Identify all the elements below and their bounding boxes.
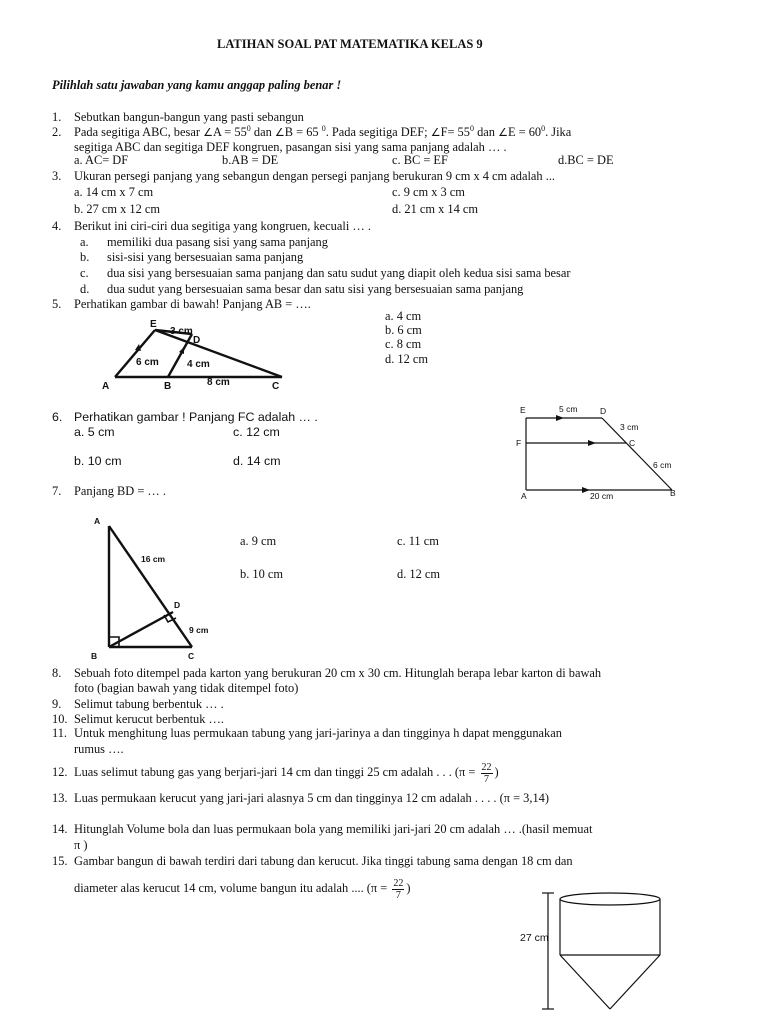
q6-option-a: a. 5 cm <box>74 425 115 439</box>
label-C: C <box>188 651 195 661</box>
q7-option-a: a. 9 cm <box>240 534 277 548</box>
len-EB: 6 cm <box>136 357 159 368</box>
q5-option-d: d. 12 cm <box>385 352 429 366</box>
q5-option-b: b. 6 cm <box>385 323 422 337</box>
parallel-arrow-icon <box>179 347 184 354</box>
fraction: $\frac{22}{7}$ <box>393 877 404 901</box>
len-AB: 20 cm <box>590 491 614 500</box>
label-B: B <box>164 381 172 392</box>
question-8-line2: foto (bagian bawah yang tidak ditempel foto) <box>74 681 299 695</box>
question-14-line2: π ) <box>74 838 88 852</box>
label-C: C <box>272 381 280 392</box>
parallel-arrow-icon <box>582 487 590 493</box>
label-E: E <box>520 405 526 415</box>
height-label: 27 cm <box>520 932 549 944</box>
question-15-line2: diameter alas kerucut 14 cm, volume bangun itu adalah .... (π = $\frac{22}{7}$ ) <box>74 877 411 901</box>
q4-option-a: a. memiliki dua pasang sisi yang sama panjang <box>80 235 328 249</box>
q2-option-a: a. AC= DF <box>74 153 129 167</box>
len-ED: 5 cm <box>559 404 578 414</box>
angle-icon: ∠ <box>274 126 285 139</box>
q3-option-d: d. 21 cm x 14 cm <box>392 202 479 216</box>
q2-option-c: c. BC = EF <box>392 153 448 167</box>
label-D: D <box>193 335 201 346</box>
question-5: 5. Perhatikan gambar di bawah! Panjang AB = …. <box>52 297 311 311</box>
question-4: 4. Berikut ini ciri-ciri dua segitiga yang kongruen, kecuali … . <box>52 219 371 233</box>
q6-option-d: d. 14 cm <box>233 454 281 468</box>
q3-option-c: c. 9 cm x 3 cm <box>392 185 465 199</box>
q4-option-d: d. dua sudut yang bersesuaian sama besar dan satu sisi yang bersesuaian sama panjang <box>80 282 524 296</box>
parallel-arrow-icon <box>588 440 596 446</box>
q2-option-b: b.AB = DE <box>222 153 279 167</box>
q5-triangle-figure <box>90 312 300 392</box>
len-BC: 8 cm <box>207 377 230 388</box>
label-B: B <box>670 488 676 498</box>
q7-option-c: c. 11 cm <box>397 534 439 548</box>
q7-option-b: b. 10 cm <box>240 567 284 581</box>
question-6: 6. Perhatikan gambar ! Panjang FC adalah … . <box>52 410 318 424</box>
q5-option-c: c. 8 cm <box>385 337 422 351</box>
q4-option-c: c. dua sisi yang bersesuaian sama panjang dan satu sudut yang diapit oleh kedua sisi sama besar <box>80 266 571 280</box>
q3-option-a: a. 14 cm x 7 cm <box>74 185 154 199</box>
q6-trapezoid-figure <box>510 400 690 500</box>
len-CB: 6 cm <box>653 460 672 470</box>
label-A: A <box>94 516 101 526</box>
label-C: C <box>629 438 636 448</box>
q2-option-d: d.BC = DE <box>558 153 614 167</box>
instruction-text: Pilihlah satu jawaban yang kamu anggap paling benar ! <box>52 78 342 92</box>
question-2: 2. Pada segitiga ABC, besar ∠A = $55^0$ dan ∠B = 65 $^0$. Pada segitiga DEF; ∠F= $55^0$ dan ∠E = $60^0$. Jika <box>52 124 572 139</box>
label-B: B <box>91 651 98 661</box>
angle-icon: ∠ <box>498 126 508 139</box>
q7-option-d: d. 12 cm <box>397 567 441 581</box>
q6-option-b: b. 10 cm <box>74 454 122 468</box>
question-7: 7. Panjang BD = … . <box>52 484 166 498</box>
question-14: 14. Hitunglah Volume bola dan luas permukaan bola yang memiliki jari-jari 20 cm adalah … .(hasil memuat <box>52 822 593 836</box>
len-AD: 16 cm <box>141 554 166 564</box>
len-DC: 3 cm <box>620 422 639 432</box>
q7-triangle-figure <box>85 512 210 662</box>
question-10: 10. Selimut kerucut berbentuk …. <box>52 712 225 726</box>
parallel-arrow-icon <box>556 415 564 421</box>
question-11-line2: rumus …. <box>74 742 124 756</box>
fraction: $\frac{22}{7}$ <box>481 761 492 785</box>
len-ED: 3 cm <box>170 326 193 337</box>
q6-option-c: c. 12 cm <box>233 425 280 439</box>
q4-option-b: b. sisi-sisi yang bersesuaian sama panjang <box>80 250 304 264</box>
angle-icon: ∠ <box>203 126 213 139</box>
angle-icon: ∠ <box>430 126 441 139</box>
question-8: 8. Sebuah foto ditempel pada karton yang berukuran 20 cm x 30 cm. Hitunglah berapa lebar karton di bawah <box>52 666 602 680</box>
question-15: 15. Gambar bangun di bawah terdiri dari tabung dan kerucut. Jika tinggi tabung sama dengan 18 cm dan <box>52 854 573 868</box>
question-3: 3. Ukuran persegi panjang yang sebangun dengan persegi panjang berukuran 9 cm x 4 cm adalah ... <box>52 169 556 183</box>
label-F: F <box>516 438 522 448</box>
q5-option-a: a. 4 cm <box>385 309 422 323</box>
label-A: A <box>521 491 527 500</box>
label-A: A <box>102 381 110 392</box>
label-E: E <box>150 319 157 330</box>
len-DC: 9 cm <box>189 625 209 635</box>
label-D: D <box>174 600 181 610</box>
question-1: 1. Sebutkan bangun-bangun yang pasti sebangun <box>52 110 304 124</box>
label-D: D <box>600 406 607 416</box>
question-2-line2: segitiga ABC dan segitiga DEF kongruen, pasangan sisi yang sama panjang adalah … . <box>74 140 507 154</box>
question-11: 11. Untuk menghitung luas permukaan tabung yang jari-jarinya a dan tingginya h dapat menggunakan <box>52 726 562 740</box>
question-12: 12. Luas selimut tabung gas yang berjari-jari 14 cm dan tinggi 25 cm adalah . . . (π = $\frac{22}{7}$ ) <box>52 761 499 785</box>
page-title: LATIHAN SOAL PAT MATEMATIKA KELAS 9 <box>217 37 483 51</box>
len-DB: 4 cm <box>187 359 210 370</box>
question-9: 9. Selimut tabung berbentuk … . <box>52 697 224 711</box>
question-13: 13. Luas permukaan kerucut yang jari-jari alasnya 5 cm dan tingginya 12 cm adalah . . . . (π = 3,14) <box>52 791 549 805</box>
q3-option-b: b. 27 cm x 12 cm <box>74 202 161 216</box>
q15-cylinder-cone-figure <box>510 885 670 1020</box>
